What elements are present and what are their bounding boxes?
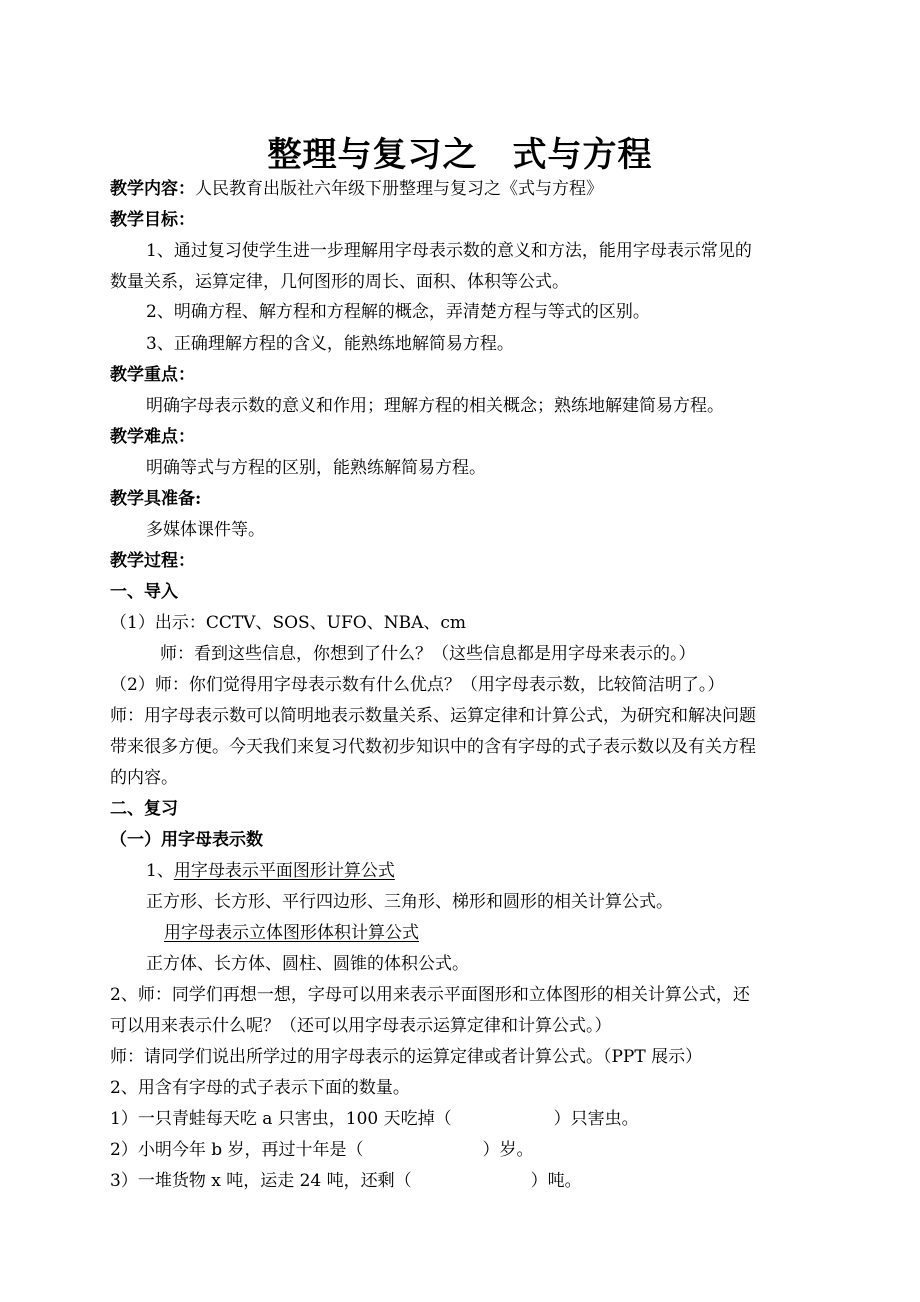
section-heading-review: 二、复习 bbox=[110, 799, 178, 819]
content-text: 人民教育出版社六年级下册整理与复习之《式与方程》 bbox=[195, 179, 603, 199]
difficulty-text: 明确等式与方程的区别，能熟练解简易方程。 bbox=[146, 458, 486, 478]
review-item-1 bbox=[146, 859, 395, 883]
review-line: 师：请同学们说出所学过的用字母表示的运算定律或者计算公式。（PPT 展示） bbox=[110, 1047, 703, 1067]
content-row bbox=[110, 177, 603, 201]
prep-text: 多媒体课件等。 bbox=[146, 520, 265, 540]
goal-line: 2、明确方程、解方程和方程解的概念，弄清楚方程与等式的区别。 bbox=[146, 302, 650, 322]
difficulty-label: 教学难点： bbox=[110, 427, 195, 447]
goal-line: 3、正确理解方程的含义，能熟练地解简易方程。 bbox=[146, 334, 514, 354]
exercise-line: 3）一堆货物 x 吨，运走 24 吨，还剩（ ）吨。 bbox=[110, 1171, 582, 1191]
key-label: 教学重点： bbox=[110, 365, 195, 385]
content-label: 教学内容： bbox=[110, 179, 195, 199]
intro-line: 师：用字母表示数可以简明地表示数量关系、运算定律和计算公式，为研究和解决问题 bbox=[110, 706, 756, 726]
goal-line: 数量关系，运算定律，几何图形的周长、面积、体积等公式。 bbox=[110, 272, 569, 292]
exercise-line: 1）一只青蛙每天吃 a 只害虫，100 天吃掉（ ）只害虫。 bbox=[110, 1109, 639, 1129]
solid-formula-heading: 用字母表示立体图形体积计算公式 bbox=[164, 923, 419, 943]
intro-line: （1）出示：CCTV、SOS、UFO、NBA、cm bbox=[110, 613, 467, 633]
plane-formula-heading: 用字母表示平面图形计算公式 bbox=[173, 861, 395, 881]
review-line: 2、师：同学们再想一想，字母可以用来表示平面图形和立体图形的相关计算公式，还 bbox=[110, 985, 750, 1005]
intro-line: 的内容。 bbox=[110, 768, 178, 788]
prep-label: 教学具准备: bbox=[110, 489, 202, 509]
process-label: 教学过程： bbox=[110, 551, 195, 571]
item-prefix: 1、 bbox=[146, 861, 174, 881]
goal-line: 1、通过复习使学生进一步理解用字母表示数的意义和方法，能用字母表示常见的 bbox=[146, 241, 752, 261]
section-heading-intro: 一、导入 bbox=[110, 582, 178, 602]
intro-line: （2）师：你们觉得用字母表示数有什么优点？（用字母表示数，比较简洁明了。） bbox=[110, 675, 725, 695]
plane-formula-text: 正方形、长方形、平行四边形、三角形、梯形和圆形的相关计算公式。 bbox=[146, 892, 673, 912]
intro-line: 师：看到这些信息，你想到了什么？（这些信息都是用字母来表示的。） bbox=[160, 644, 696, 664]
intro-line: 带来很多方便。今天我们来复习代数初步知识中的含有字母的式子表示数以及有关方程 bbox=[110, 737, 756, 757]
key-text: 明确字母表示数的意义和作用；理解方程的相关概念；熟练地解建简易方程。 bbox=[146, 396, 724, 416]
review-line: 可以用来表示什么呢？（还可以用字母表示运算定律和计算公式。） bbox=[110, 1016, 612, 1036]
solid-formula-text: 正方体、长方体、圆柱、圆锥的体积公式。 bbox=[146, 954, 469, 974]
goals-label: 教学目标： bbox=[110, 210, 195, 230]
review-line: 2、用含有字母的式子表示下面的数量。 bbox=[110, 1078, 410, 1098]
page-title: 整理与复习之 式与方程 bbox=[267, 135, 653, 175]
exercise-line: 2）小明今年 b 岁，再过十年是（ ）岁。 bbox=[110, 1140, 534, 1160]
subsection-heading: （一）用字母表示数 bbox=[110, 830, 263, 850]
